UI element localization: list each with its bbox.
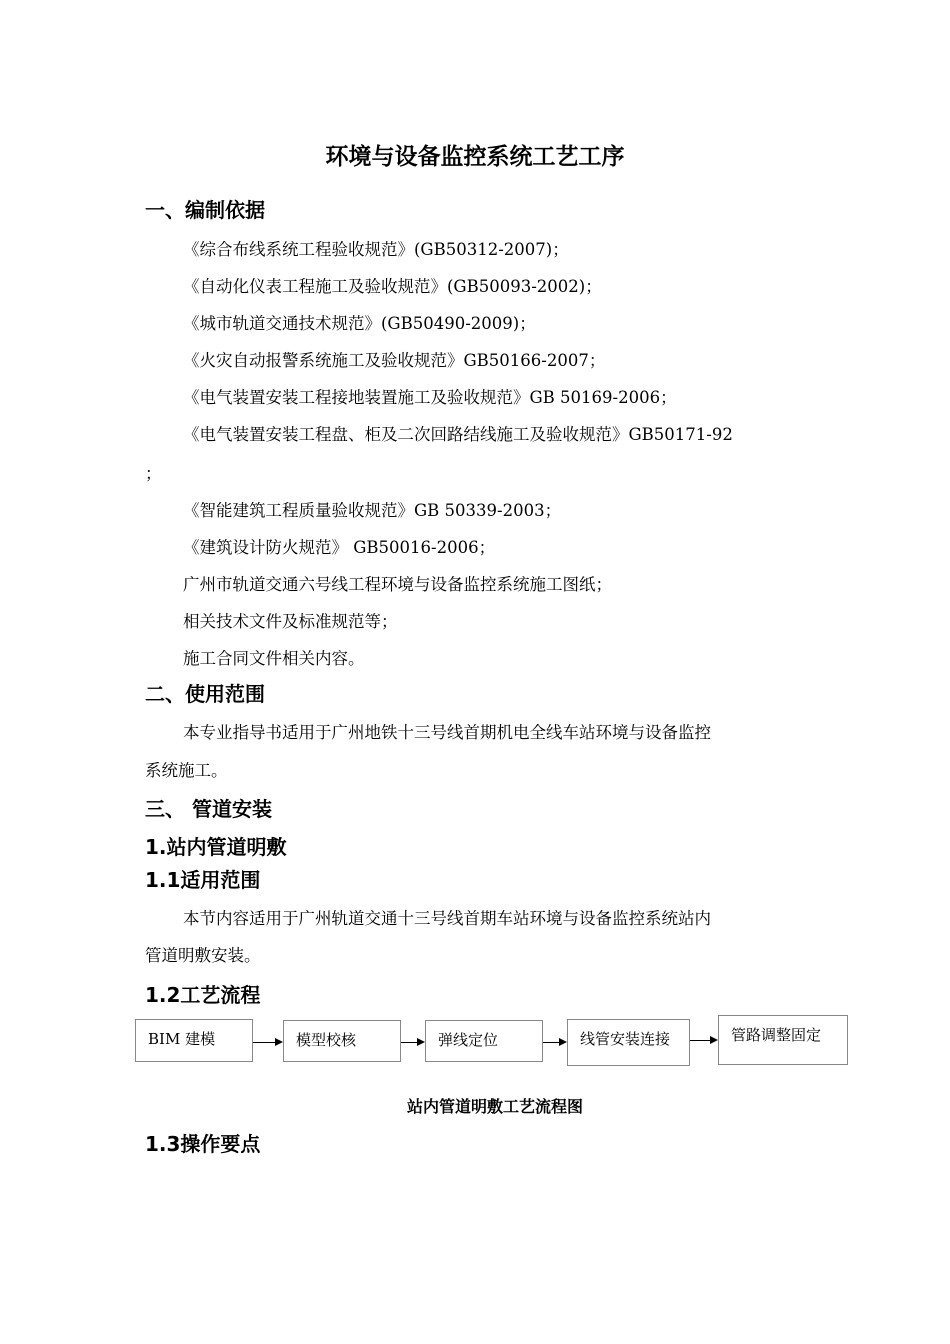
reference-item: 《城市轨道交通技术规范》(GB50490-2009)；	[183, 314, 536, 333]
scope-1-1-paragraph-line2: 管道明敷安装。	[145, 946, 261, 965]
flow-step: 管路调整固定	[718, 1015, 848, 1065]
reference-item-continuation: ；	[145, 464, 162, 483]
arrow-head-icon	[559, 1038, 567, 1046]
reference-item: 《建筑设计防火规范》 GB50016-2006；	[183, 538, 496, 557]
flow-step: 线管安装连接	[567, 1019, 690, 1066]
reference-item: 施工合同文件相关内容。	[183, 649, 365, 668]
reference-item: 相关技术文件及标准规范等；	[183, 612, 398, 631]
reference-item: 广州市轨道交通六号线工程环境与设备监控系统施工图纸；	[183, 575, 612, 594]
flow-arrow	[543, 1042, 559, 1043]
arrow-head-icon	[710, 1036, 718, 1044]
reference-item: 《综合布线系统工程验收规范》(GB50312-2007)；	[183, 240, 569, 259]
reference-item: 《电气装置安装工程盘、柜及二次回路结线施工及验收规范》GB50171-92	[183, 425, 733, 444]
subheading-1: 1.站内管道明敷	[145, 835, 287, 859]
subheading-1-2: 1.2工艺流程	[145, 983, 261, 1007]
arrow-head-icon	[275, 1038, 283, 1046]
page-title: 环境与设备监控系统工艺工序	[325, 144, 625, 170]
scope-paragraph-line2: 系统施工。	[145, 761, 228, 780]
subheading-1-1: 1.1适用范围	[145, 868, 261, 892]
flow-arrow	[401, 1042, 417, 1043]
subheading-1-3: 1.3操作要点	[145, 1132, 261, 1156]
section-heading-basis: 一、编制依据	[145, 198, 265, 222]
section-heading-scope: 二、使用范围	[145, 682, 265, 706]
flow-caption: 站内管道明敷工艺流程图	[406, 1097, 583, 1116]
reference-item: 《电气装置安装工程接地装置施工及验收规范》GB 50169-2006；	[183, 388, 677, 407]
reference-item: 《智能建筑工程质量验收规范》GB 50339-2003；	[183, 501, 562, 520]
flow-step: BIM 建模	[135, 1019, 253, 1062]
reference-item: 《火灾自动报警系统施工及验收规范》GB50166-2007；	[183, 351, 606, 370]
flow-step: 模型校核	[283, 1020, 401, 1062]
arrow-head-icon	[417, 1038, 425, 1046]
scope-1-1-paragraph-line1: 本节内容适用于广州轨道交通十三号线首期车站环境与设备监控系统站内	[183, 909, 711, 928]
flow-arrow	[253, 1042, 275, 1043]
flow-arrow	[690, 1040, 710, 1041]
reference-item: 《自动化仪表工程施工及验收规范》(GB50093-2002)；	[183, 277, 602, 296]
scope-paragraph-line1: 本专业指导书适用于广州地铁十三号线首期机电全线车站环境与设备监控	[183, 723, 711, 742]
flow-step: 弹线定位	[425, 1020, 543, 1062]
section-heading-pipe-install: 三、 管道安装	[145, 797, 272, 821]
